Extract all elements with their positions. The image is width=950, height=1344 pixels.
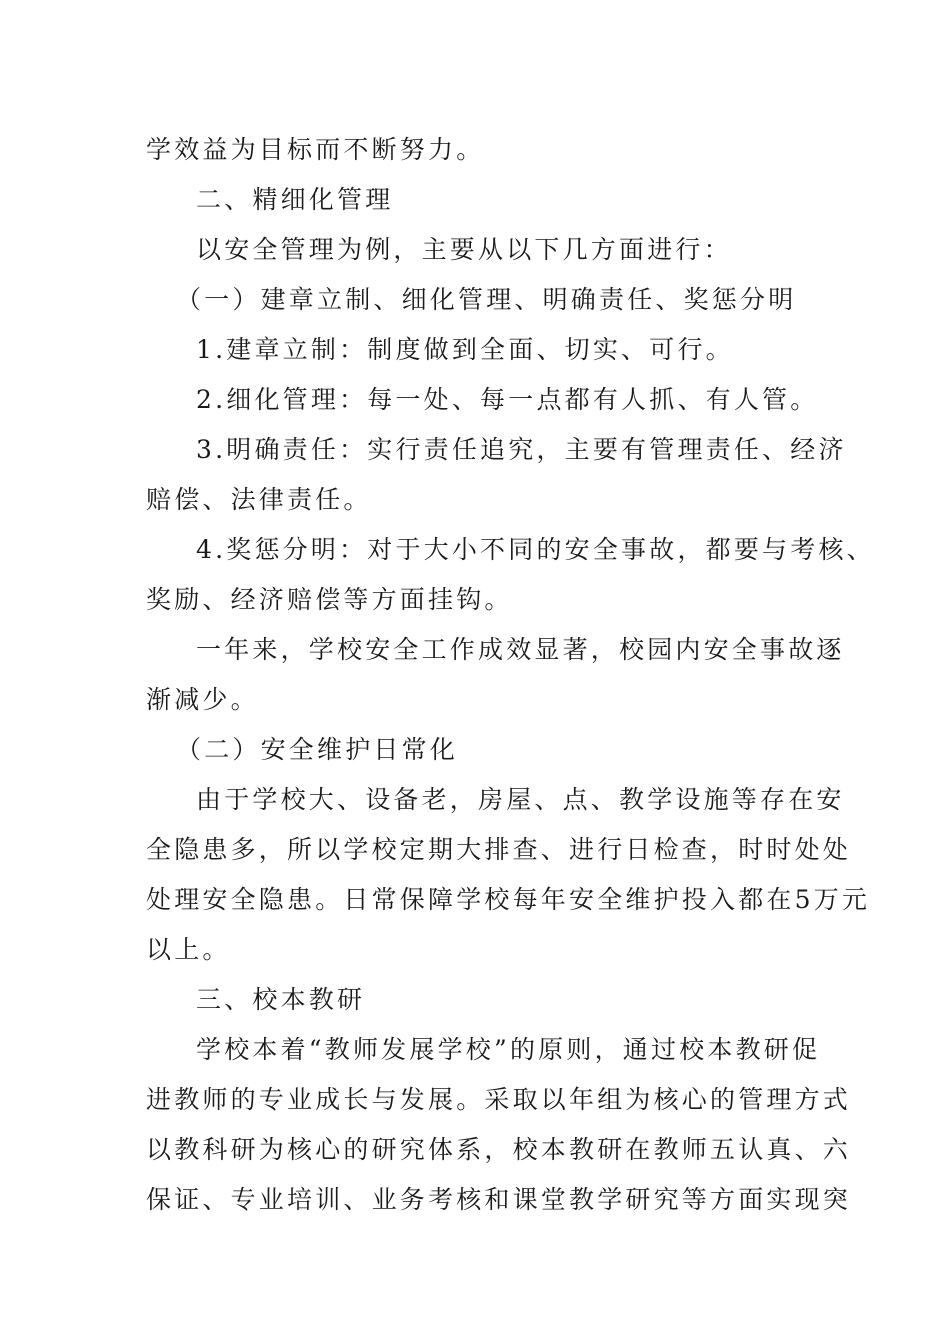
text-line: 进教师的专业成长与发展。采取以年组为核心的管理方式 — [146, 1085, 852, 1114]
text-line: 由于学校大、设备老，房屋、点、教学设施等存在安 — [196, 785, 845, 814]
text-line: 赔偿、法律责任。 — [146, 485, 372, 514]
subsection-heading: （一）建章立制、细化管理、明确责任、奖惩分明 — [176, 285, 797, 314]
text-line: 处理安全隐患。日常保障学校每年安全维护投入都在5万元 — [146, 885, 871, 914]
list-item: 1.建章立制：制度做到全面、切实、可行。 — [196, 335, 734, 364]
text-line: 学校本着“教师发展学校”的原则，通过校本教研促 — [196, 1035, 821, 1064]
subsection-heading: （二）安全维护日常化 — [176, 735, 459, 764]
section-heading: 三、校本教研 — [196, 985, 366, 1014]
text-line: 奖励、经济赔偿等方面挂钩。 — [146, 585, 513, 614]
text-line: 渐减少。 — [146, 685, 259, 714]
list-item: 4.奖惩分明：对于大小不同的安全事故，都要与考核、 — [196, 535, 875, 564]
text-line: 保证、专业培训、业务考核和课堂教学研究等方面实现突 — [146, 1185, 852, 1214]
section-heading: 二、精细化管理 — [196, 185, 394, 214]
text-line: 以上。 — [146, 935, 231, 964]
text-line: 学效益为目标而不断努力。 — [146, 135, 485, 164]
text-line: 以安全管理为例，主要从以下几方面进行： — [196, 235, 732, 264]
text-line: 以教科研为核心的研究体系，校本教研在教师五认真、六 — [146, 1135, 852, 1164]
text-line: 全隐患多，所以学校定期大排查、进行日检查，时时处处 — [146, 835, 852, 864]
list-item: 2.细化管理：每一处、每一点都有人抓、有人管。 — [196, 385, 819, 414]
text-line: 一年来，学校安全工作成效显著，校园内安全事故逐 — [196, 635, 845, 664]
list-item: 3.明确责任：实行责任追究，主要有管理责任、经济 — [196, 435, 847, 464]
